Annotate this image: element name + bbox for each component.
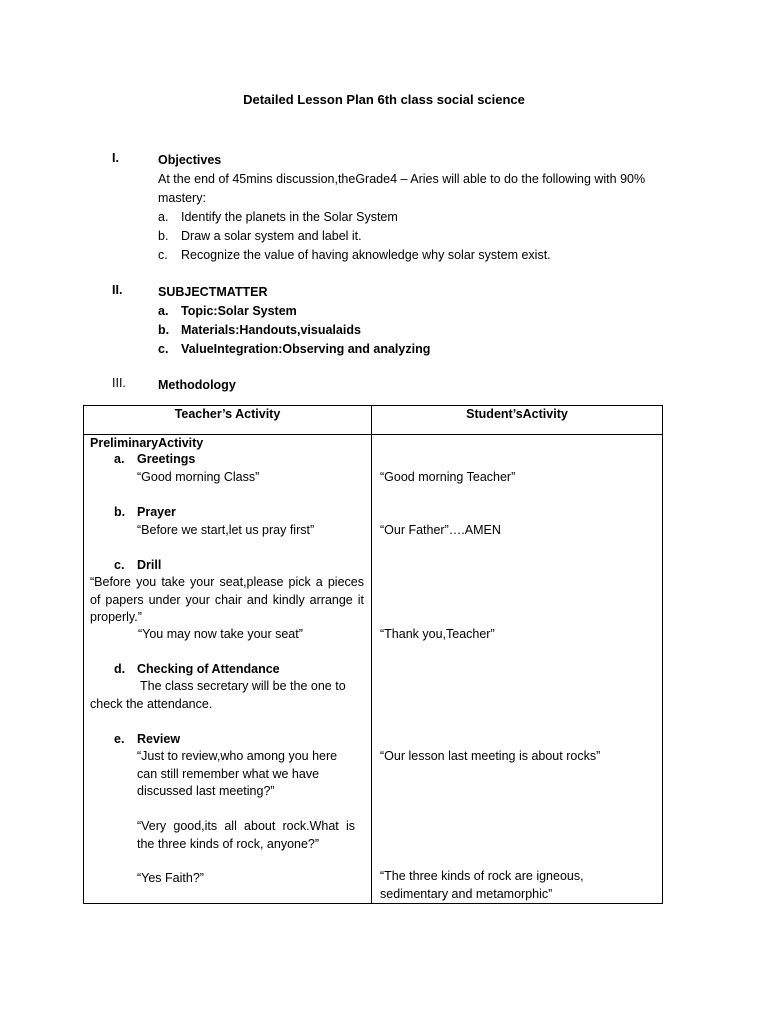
drill-text: “Before you take your seat,please pick a pieces of papers under your chair and kindly arrange it properly.” <box>90 575 364 624</box>
prayer-text: “Before we start,let us pray first” <box>137 522 315 537</box>
table-row <box>84 435 663 904</box>
list-item: b. Materials: Handouts,visualaids <box>158 323 361 337</box>
teacher-activity-cell <box>84 435 372 904</box>
student-activity-cell <box>372 435 663 904</box>
objectives-heading: Objectives <box>158 153 222 167</box>
preliminary-heading: PreliminaryActivity <box>90 436 204 450</box>
section-numeral: III. <box>112 376 126 390</box>
review-heading: e. Review <box>114 732 181 746</box>
subject-matter-heading: SUBJECTMATTER <box>158 285 268 299</box>
drill-text-2: “You may now take your seat” <box>138 627 303 641</box>
list-item: b. Draw a solar system and label it. <box>158 229 362 243</box>
student-drill: “Thank you,Teacher” <box>380 627 495 641</box>
greetings-text: “Good morning Class” <box>137 469 260 484</box>
section-numeral: I. <box>112 151 119 165</box>
student-activity-header: Student’sActivity <box>372 406 663 435</box>
greetings-block: a. Greetings “Good morning Class” <box>114 451 354 486</box>
list-item: c. ValueIntegration: Observing and analyzing <box>158 342 431 356</box>
student-rocks: “The three kinds of rock are igneous, sedimentary and metamorphic” <box>380 869 584 901</box>
student-prayer: “Our Father”….AMEN <box>380 523 501 537</box>
activity-table <box>83 405 663 904</box>
document-title: Detailed Lesson Plan 6th class social science <box>243 92 525 107</box>
drill-heading: c. Drill <box>114 558 162 572</box>
objectives-section <box>112 151 668 265</box>
student-review: “Our lesson last meeting is about rocks” <box>380 749 601 763</box>
subject-matter-section <box>112 283 668 359</box>
section-numeral: II. <box>112 283 123 297</box>
methodology-section <box>112 376 668 395</box>
attendance-text: The class secretary will be the one to check the attendance. <box>90 679 346 711</box>
review-text-2: “Very good,its all about rock.What is the three kinds of rock, anyone?” <box>137 819 355 851</box>
methodology-heading: Methodology <box>158 378 236 392</box>
teacher-activity-header: Teacher’s Activity <box>84 406 372 435</box>
review-text-3: “Yes Faith?” <box>137 871 204 885</box>
list-item: a. Identify the planets in the Solar System <box>158 210 398 224</box>
student-greetings: “Good morning Teacher” <box>380 470 516 484</box>
prayer-block: b. Prayer “Before we start,let us pray first” <box>114 504 364 539</box>
table-header-row <box>84 406 663 435</box>
list-item: a. Topic: Solar System <box>158 304 297 318</box>
list-item: c. Recognize the value of having aknowledge why solar system exist. <box>158 248 551 262</box>
review-text: “Just to review,who among you here can still remember what we have discussed last meeting?” <box>137 749 338 798</box>
objectives-intro: At the end of 45mins discussion,theGrade4 – Aries will able to do the following with 90% mastery: <box>158 172 646 205</box>
attendance-heading: d. Checking of Attendance <box>114 662 280 676</box>
